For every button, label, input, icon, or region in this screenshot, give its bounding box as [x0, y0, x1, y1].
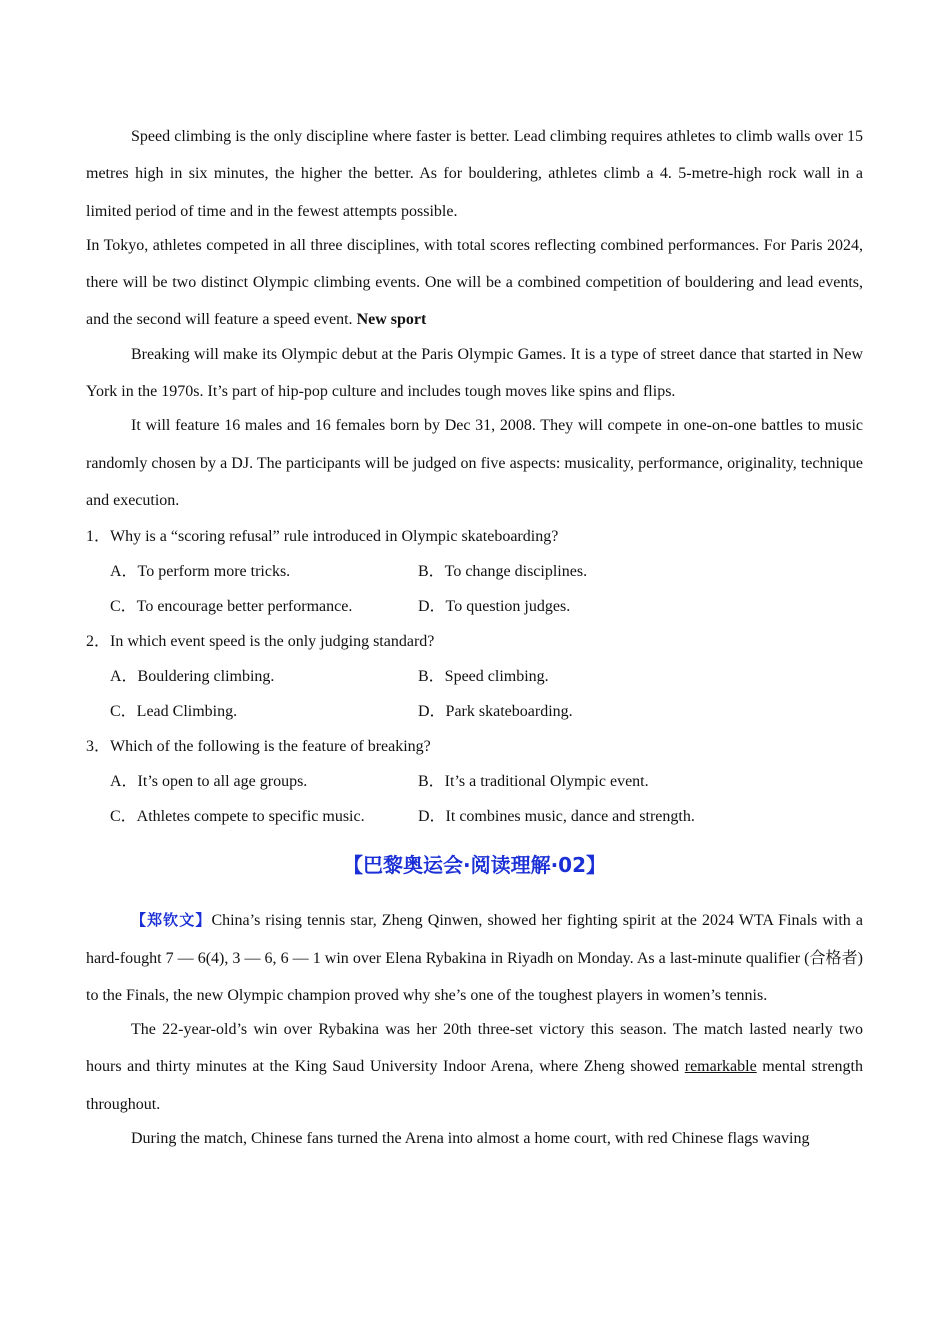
option: B．Speed climbing.	[418, 668, 549, 686]
paragraph-climbing: Speed climbing is the only discipline where faster is better. Lead climbing requires athletes to climb walls over 15 metres high in six minutes, the higher the better. As for bouldering, athletes climb a 4. 5-metre-high rock wall in a limited period of time and in the fewest attempts possible.	[86, 128, 863, 220]
paragraph-breaking: Breaking will make its Olympic debut at the Paris Olympic Games. It is a type of street dance that started in New York in the 1970s. It’s part of hip-pop culture and includes tough moves like spins and flips.	[86, 345, 863, 401]
option: A．Bouldering climbing.	[110, 668, 275, 686]
subheading-new-sport: New sport	[356, 311, 427, 329]
question-3: 3．Which of the following is the feature of breaking?	[86, 738, 431, 756]
question-1-options	[86, 554, 863, 624]
paragraph-zheng-win-text: China’s rising tennis star, Zheng Qinwen, showed her fighting spirit at the 2024 WTA Finals with a hard-fought 7 — 6(4), 3 — 6, 6 — 1 win over Elena Rybakina in Riyadh on Monday. As a last-minute qualifier (合格者) to the Finals, the new Olympic champion proved why she’s one of the toughest players in women’s tennis.	[86, 912, 863, 1004]
author-tag: 【郑钦文】	[131, 911, 212, 930]
question-1: 1．Why is a “scoring refusal” rule introduced in Olympic skateboarding?	[86, 528, 559, 546]
option: C．Lead Climbing.	[110, 703, 238, 721]
option: A．To perform more tricks.	[110, 563, 291, 581]
question-block	[86, 519, 863, 834]
question-2-options	[86, 659, 863, 729]
option: D．Park skateboarding.	[418, 703, 573, 721]
paragraph-fans: During the match, Chinese fans turned the Arena into almost a home court, with red Chinese flags waving	[131, 1130, 810, 1148]
match-text-after: mental strength throughout.	[86, 1058, 863, 1113]
section-title: 【巴黎奥运会·阅读理解·02】	[342, 853, 607, 878]
question-3-options	[86, 764, 863, 834]
option: B．It’s a traditional Olympic event.	[418, 773, 649, 791]
paragraph-zheng-win	[86, 902, 863, 1014]
option: D．It combines music, dance and strength.	[418, 808, 695, 826]
document-page	[86, 118, 863, 1157]
match-text-before: The 22-year-old’s win over Rybakina was her 20th three-set victory this season. The match lasted nearly two hours and thirty minutes at the King Saud University Indoor Arena, where Zheng showed	[86, 1021, 863, 1076]
paragraph-match-details	[86, 1011, 863, 1123]
paragraph-tokyo	[86, 227, 863, 339]
option: C．To encourage better performance.	[110, 598, 353, 616]
question-2: 2．In which event speed is the only judging standard?	[86, 633, 435, 651]
option: B．To change disciplines.	[418, 563, 588, 581]
option: C．Athletes compete to specific music.	[110, 808, 365, 826]
paragraph-tokyo-text: In Tokyo, athletes competed in all three disciplines, with total scores reflecting combined performances. For Paris 2024, there will be two distinct Olympic climbing events. One will be a combined competition of bouldering and lead events, and the second will feature a speed event.	[86, 236, 863, 329]
option: D．To question judges.	[418, 598, 571, 616]
underlined-word: remarkable	[684, 1058, 757, 1076]
option: A．It’s open to all age groups.	[110, 773, 308, 791]
paragraph-breaking-details: It will feature 16 males and 16 females born by Dec 31, 2008. They will compete in one-on-one battles to music randomly chosen by a DJ. The participants will be judged on five aspects: musicality, performance, originality, technique and execution.	[86, 417, 863, 509]
